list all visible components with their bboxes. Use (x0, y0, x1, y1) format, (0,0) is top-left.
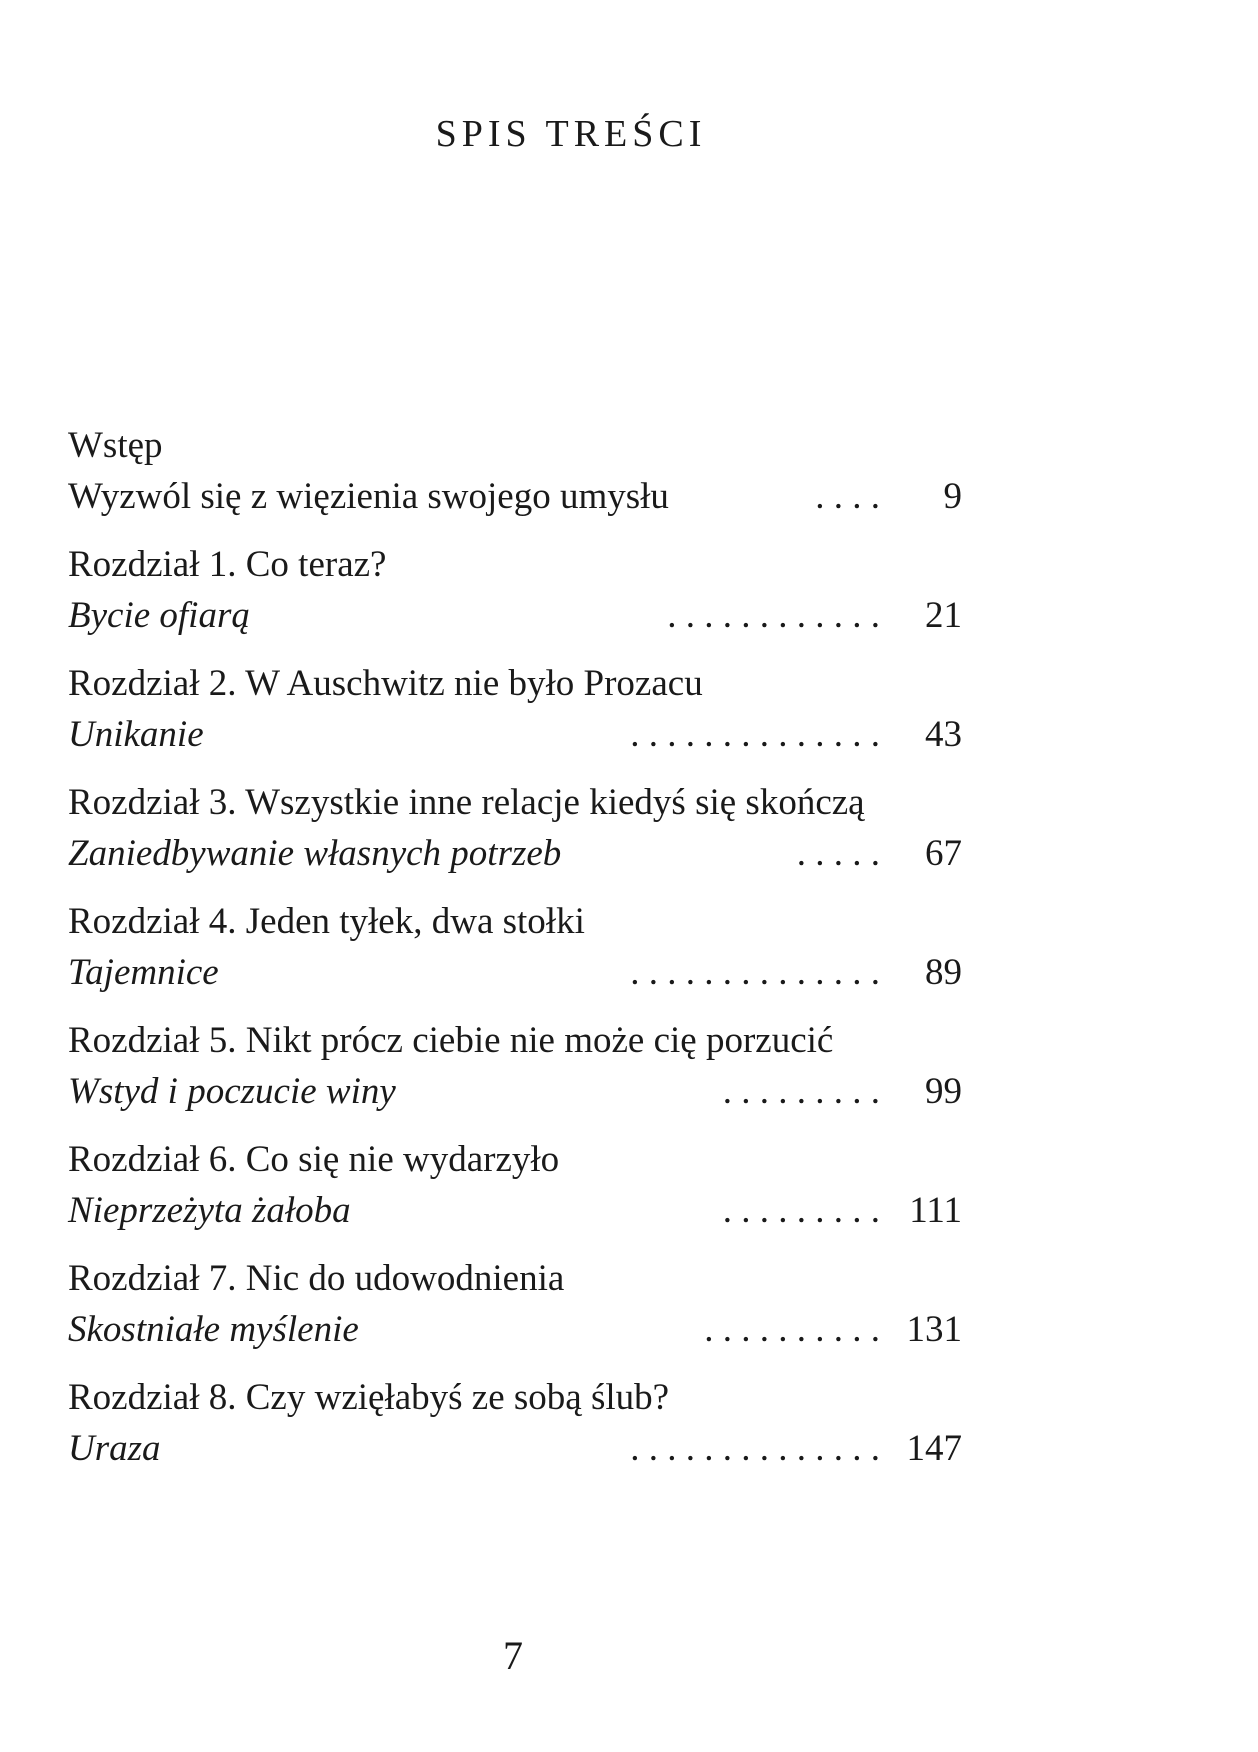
chapter-title: Rozdział 5. Nikt prócz ciebie nie może cię porzucić (68, 1020, 834, 1061)
page-folio: 7 (503, 1633, 523, 1678)
page-number: 43 (925, 714, 962, 755)
subtitle: Tajemnice (68, 952, 219, 993)
chapter-title: Wstęp (68, 425, 163, 466)
subtitle-line (68, 951, 962, 995)
dot-leader: . . . . (815, 476, 880, 517)
chapter-title: Rozdział 4. Jeden tyłek, dwa stołki (68, 901, 585, 942)
chapter-title: Rozdział 3. Wszystkie inne relacje kiedyś się skończą (68, 782, 865, 823)
subtitle-line (68, 1070, 962, 1114)
subtitle: Uraza (68, 1428, 161, 1469)
dot-leader: . . . . . . . . . . . . (667, 595, 880, 636)
page-number: 99 (925, 1071, 962, 1112)
subtitle-line (68, 594, 962, 638)
dot-leader: . . . . . . . . . . . . . . (630, 1428, 880, 1469)
dot-leader: . . . . . . . . . . (704, 1309, 880, 1350)
page-number: 131 (906, 1309, 962, 1350)
dot-leader: . . . . . (796, 833, 880, 874)
subtitle: Unikanie (68, 714, 204, 755)
subtitle-line (68, 832, 962, 876)
subtitle-line (68, 1427, 962, 1471)
subtitle: Nieprzeżyta żałoba (68, 1190, 351, 1231)
page-number: 111 (909, 1190, 962, 1231)
subtitle-line (68, 1189, 962, 1233)
page-number: 89 (925, 952, 962, 993)
page-number: 9 (943, 476, 962, 517)
dot-leader: . . . . . . . . . (722, 1190, 880, 1231)
dot-leader: . . . . . . . . . . . . . . (630, 952, 880, 993)
page-number: 67 (925, 833, 962, 874)
chapter-title: Rozdział 2. W Auschwitz nie było Prozacu (68, 663, 703, 704)
subtitle-line (68, 713, 962, 757)
chapter-title: Rozdział 1. Co teraz? (68, 544, 387, 585)
page-number: 147 (906, 1428, 962, 1469)
chapter-title: Rozdział 7. Nic do udowodnienia (68, 1258, 565, 1299)
page-number: 21 (925, 595, 962, 636)
subtitle: Skostniałe myślenie (68, 1309, 359, 1350)
chapter-title: Rozdział 8. Czy wzięłabyś ze sobą ślub? (68, 1377, 670, 1418)
subtitle: Zaniedbywanie własnych potrzeb (68, 833, 562, 874)
page-title: SPIS TREŚCI (435, 113, 707, 155)
dot-leader: . . . . . . . . . (722, 1071, 880, 1112)
subtitle: Bycie ofiarą (68, 595, 250, 636)
subtitle: Wstyd i poczucie winy (68, 1071, 396, 1112)
subtitle-line (68, 475, 962, 519)
dot-leader: . . . . . . . . . . . . . . (630, 714, 880, 755)
chapter-title: Rozdział 6. Co się nie wydarzyło (68, 1139, 560, 1180)
subtitle-line (68, 1308, 962, 1352)
subtitle: Wyzwól się z więzienia swojego umysłu (68, 476, 669, 517)
